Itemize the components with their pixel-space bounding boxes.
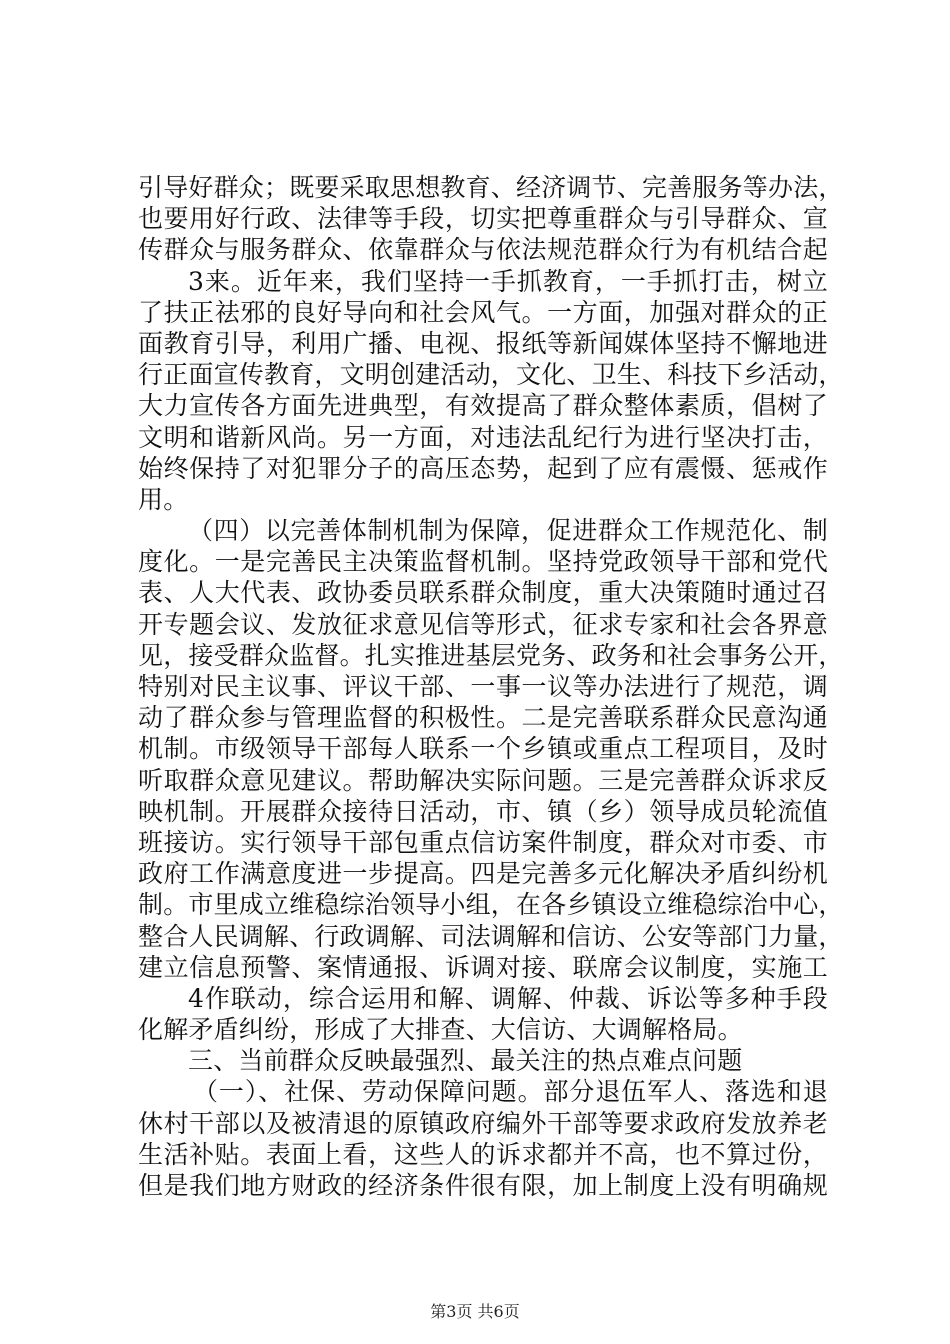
document-body bbox=[138, 172, 844, 1201]
page-footer: 第3页 共6页 bbox=[430, 1302, 520, 1321]
text-line: 面教育引导，利用广播、电视、报纸等新闻媒体坚持不懈地进 bbox=[138, 328, 828, 358]
text-line: 度化。一是完善民主决策监督机制。坚持党政领导干部和党代 bbox=[138, 547, 828, 577]
text-line: 文明和谐新风尚。另一方面，对违法乱纪行为进行坚决打击， bbox=[138, 422, 828, 452]
text-line: 班接访。实行领导干部包重点信访案件制度，群众对市委、市 bbox=[138, 827, 828, 857]
text-line: 化解矛盾纠纷，形成了大排查、大信访、大调解格局。 bbox=[138, 1015, 743, 1045]
text-line: 三、当前群众反映最强烈、最关注的热点难点问题 bbox=[188, 1046, 743, 1076]
text-line: 4作联动，综合运用和解、调解、仲裁、诉讼等多种手段 bbox=[188, 983, 828, 1013]
text-line: 3来。近年来，我们坚持一手抓教育，一手抓打击，树立 bbox=[188, 266, 828, 296]
text-line: 也要用好行政、法律等手段，切实把尊重群众与引导群众、宣 bbox=[138, 204, 828, 234]
text-line: 用。 bbox=[138, 484, 189, 514]
text-line: 开专题会议、发放征求意见信等形式，征求专家和社会各界意 bbox=[138, 609, 828, 639]
text-line: 见，接受群众监督。扎实推进基层党务、政务和社会事务公开， bbox=[138, 640, 844, 670]
text-line: 了扶正祛邪的良好导向和社会风气。一方面，加强对群众的正 bbox=[138, 297, 828, 327]
text-line: 政府工作满意度进一步提高。四是完善多元化解决矛盾纠纷机 bbox=[138, 859, 828, 889]
text-line: 机制。市级领导干部每人联系一个乡镇或重点工程项目，及时 bbox=[138, 734, 828, 764]
text-line: 始终保持了对犯罪分子的高压态势，起到了应有震慑、惩戒作 bbox=[138, 453, 828, 483]
text-line: 表、人大代表、政协委员联系群众制度，重大决策随时通过召 bbox=[138, 578, 828, 608]
text-line: （一）、社保、劳动保障问题。部分退伍军人、落选和退 bbox=[193, 1077, 828, 1107]
text-line: 休村干部以及被清退的原镇政府编外干部等要求政府发放养老 bbox=[138, 1108, 828, 1138]
text-line: 生活补贴。表面上看，这些人的诉求都并不高，也不算过份， bbox=[138, 1139, 828, 1169]
text-line: 大力宣传各方面先进典型，有效提高了群众整体素质，倡树了 bbox=[138, 391, 828, 421]
text-line: 特别对民主议事、评议干部、一事一议等办法进行了规范，调 bbox=[138, 672, 828, 701]
text-line: 制。市里成立维稳综治领导小组，在各乡镇设立维稳综治中心， bbox=[138, 890, 844, 920]
text-line: 建立信息预警、案情通报、诉调对接、联席会议制度，实施工 bbox=[138, 952, 828, 982]
text-line: 整合人民调解、行政调解、司法调解和信访、公安等部门力量， bbox=[138, 921, 844, 951]
text-line: （四）以完善体制机制为保障，促进群众工作规范化、制 bbox=[188, 516, 828, 546]
text-line: 但是我们地方财政的经济条件很有限，加上制度上没有明确规 bbox=[138, 1171, 828, 1200]
text-line: 映机制。开展群众接待日活动，市、镇（乡）领导成员轮流值 bbox=[138, 796, 828, 826]
text-line: 引导好群众；既要采取思想教育、经济调节、完善服务等办法， bbox=[138, 173, 844, 202]
text-line: 听取群众意见建议。帮助解决实际问题。三是完善群众诉求反 bbox=[138, 765, 828, 795]
text-line: 传群众与服务群众、依靠群众与依法规范群众行为有机结合起 bbox=[138, 235, 828, 265]
text-line: 行正面宣传教育，文明创建活动，文化、卫生、科技下乡活动， bbox=[138, 360, 844, 390]
text-line: 动了群众参与管理监督的积极性。二是完善联系群众民意沟通 bbox=[138, 703, 828, 733]
